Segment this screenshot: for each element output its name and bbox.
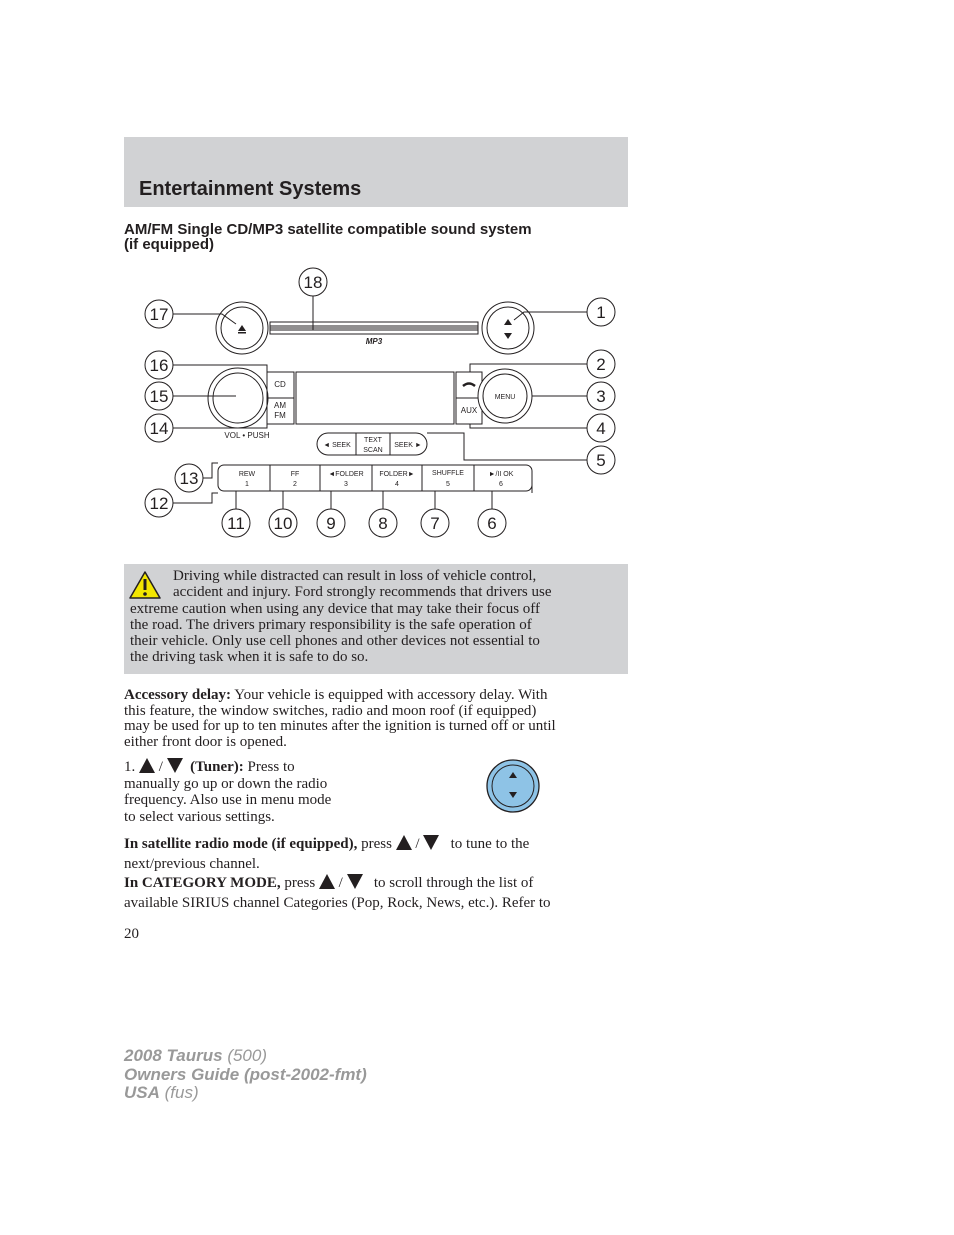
preset-4-number: 4 [395, 481, 399, 488]
down-arrow-icon [423, 835, 439, 850]
phone-icon [463, 384, 475, 387]
footer-model-code: (500) [222, 1046, 268, 1065]
callout-13: 13 [179, 469, 199, 488]
fm-label: FM [274, 411, 286, 420]
document-footer [124, 1047, 367, 1103]
callout-1: 1 [596, 303, 606, 322]
satellite-press: press [357, 836, 396, 852]
satellite-label: In satellite radio mode (if equipped), [124, 836, 358, 852]
vol-push-label: VOL • PUSH [224, 431, 270, 440]
preset-5-label: SHUFFLE [432, 470, 464, 477]
warning-line-1: Driving while distracted can result in loss of vehicle control, [173, 568, 537, 584]
accessory-line-1: Your vehicle is equipped with accessory delay. With [231, 687, 548, 703]
preset-6-number: 6 [499, 481, 503, 488]
sound-system-heading [124, 222, 628, 252]
warning-line-3: extreme caution when using any device that may take their focus off [130, 600, 540, 617]
tuner-label: (Tuner): [190, 759, 244, 775]
down-arrow-icon [167, 758, 183, 773]
tuner-paragraph [124, 758, 424, 825]
callout-14: 14 [149, 419, 169, 438]
section-header [124, 137, 628, 207]
tuner-item-number: 1. [124, 759, 136, 775]
tuner-slash: / [158, 759, 163, 775]
preset-strip [218, 465, 532, 491]
scan-label: SCAN [363, 447, 383, 454]
warning-line-4: the road. The drivers primary responsibility is the safe operation of [130, 616, 532, 633]
up-arrow-icon [139, 758, 155, 773]
callout-16: 16 [149, 356, 169, 375]
display-screen [296, 372, 454, 424]
footer-region: USA [124, 1083, 160, 1102]
satellite-paragraph [124, 834, 634, 874]
satellite-line-2: next/previous channel. [124, 856, 260, 872]
warning-line-5: their vehicle. Only use cell phones and other devices not essential to [130, 633, 540, 650]
accessory-line-3: may be used for up to ten minutes after the ignition is turned off or until [124, 718, 556, 734]
heading-line-2: (if equipped) [124, 236, 214, 253]
preset-5-number: 5 [446, 481, 450, 488]
section-title: Entertainment Systems [139, 178, 362, 200]
preset-3-label: ◄FOLDER [328, 471, 364, 478]
callout-9: 9 [326, 514, 336, 533]
callout-12: 12 [149, 494, 169, 513]
satellite-slash: / [415, 836, 420, 852]
callout-6: 6 [487, 514, 497, 533]
category-line-2: available SIRIUS channel Categories (Pop, Rock, News, etc.). Refer to [124, 895, 551, 911]
category-rest: to scroll through the list of [370, 875, 534, 891]
callout-17: 17 [149, 305, 169, 324]
preset-1-label: REW [238, 471, 256, 478]
preset-2-label: FF [290, 471, 300, 478]
accessory-line-2: this feature, the window switches, radio and moon roof (if equipped) [124, 702, 537, 719]
tuner-line-2: manually go up or down the radio [124, 775, 328, 792]
tuner-line-3: frequency. Also use in menu mode [124, 792, 332, 808]
callout-4: 4 [596, 419, 606, 438]
menu-label: MENU [494, 394, 516, 401]
accessory-line-4: either front door is opened. [124, 733, 287, 750]
callout-5: 5 [596, 451, 606, 470]
seek-right-label: SEEK ► [394, 442, 422, 449]
heading-line-1: AM/FM Single CD/MP3 satellite compatible sound system [124, 221, 532, 238]
down-arrow-icon [347, 874, 363, 889]
callout-3: 3 [596, 387, 606, 406]
preset-4-label: FOLDER► [379, 471, 415, 478]
callout-18: 18 [303, 273, 323, 292]
cd-label: CD [274, 380, 286, 389]
callout-11: 11 [227, 514, 245, 533]
accessory-delay-paragraph [124, 688, 634, 750]
text-label: TEXT [364, 437, 382, 444]
tuner-knob-illustration [485, 758, 541, 814]
page-number: 20 [124, 926, 139, 942]
category-paragraph [124, 873, 634, 913]
tuner-line-4: to select various settings. [124, 808, 275, 825]
aux-label: AUX [460, 406, 478, 415]
seek-left-label: ◄ SEEK [323, 442, 351, 449]
up-arrow-icon [396, 835, 412, 850]
tuner-line-1: Press to [243, 759, 295, 775]
warning-box [124, 564, 628, 674]
footer-guide: Owners Guide (post-2002-fmt) [124, 1064, 367, 1084]
preset-2-number: 2 [293, 481, 297, 488]
satellite-rest: to tune to the [446, 836, 530, 852]
radio-diagram [124, 264, 628, 546]
category-press: press [280, 875, 319, 891]
callout-15: 15 [149, 387, 169, 406]
preset-3-number: 3 [344, 481, 348, 488]
accessory-delay-label: Accessory delay: [124, 687, 232, 703]
footer-model: 2008 Taurus [124, 1046, 223, 1065]
volume-knob [208, 368, 268, 428]
callout-8: 8 [378, 514, 388, 533]
up-arrow-icon [319, 874, 335, 889]
footer-region-code: (fus) [159, 1083, 199, 1102]
callout-10: 10 [273, 514, 293, 533]
warning-line-6: the driving task when it is safe to do so. [130, 649, 369, 666]
callout-7: 7 [430, 514, 440, 533]
preset-6-label: ►/II OK [488, 471, 514, 478]
preset-1-number: 1 [245, 481, 249, 488]
category-label: In CATEGORY MODE, [124, 875, 281, 891]
warning-text [130, 568, 622, 666]
am-label: AM [274, 401, 286, 410]
mp3-logo: MP3 [365, 337, 383, 346]
callout-2: 2 [596, 355, 606, 374]
category-slash: / [338, 875, 343, 891]
warning-line-2: accident and injury. Ford strongly recommends that drivers use [173, 584, 552, 601]
tuner-knob [482, 302, 534, 354]
